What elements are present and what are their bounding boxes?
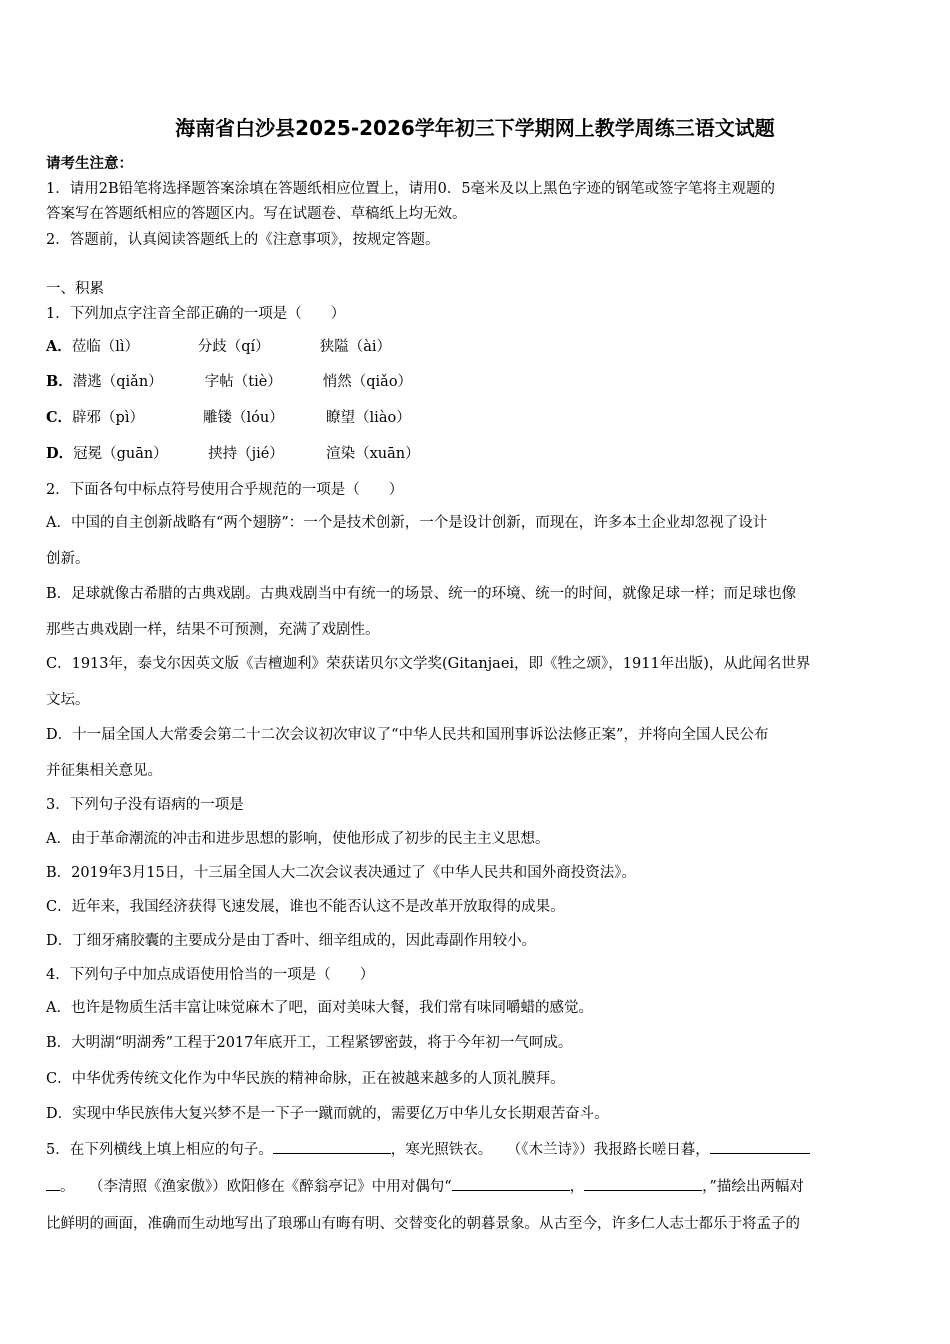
q3-option-b: B．2019年3月15日，十三届全国人大二次会议表决通过了《中华人民共和国外商投资法》。 — [46, 865, 636, 881]
q5-blank-1[interactable] — [273, 1139, 391, 1154]
q2-stem: 2．下面各句中标点符号使用合乎规范的一项是（ ） — [46, 482, 404, 498]
q2-option-c-line-1: C．1913年，泰戈尔因英文版《吉檀迦利》荣获诺贝尔文学奖(Gitanjaei，即《牲之颂》，1911年出版)，从此闻名世界 — [46, 656, 811, 672]
q5-blank-4[interactable] — [584, 1176, 702, 1191]
q1-d-label: D． — [46, 445, 74, 462]
q5-line-2 — [46, 1175, 908, 1196]
q1-a-word-1: 莅临（lì） — [71, 339, 140, 355]
q2-option-a-line-2: 创新。 — [46, 551, 90, 567]
q1-b-word-3: 悄然（qiǎo） — [322, 374, 413, 390]
q1-c-word-2: 雕镂（lóu） — [203, 410, 284, 426]
q1-c-word-1: 辟邪（pì） — [72, 410, 144, 426]
q3-stem: 3．下列句子没有语病的一项是 — [46, 797, 244, 813]
q1-c-word-3: 瞭望（liào） — [326, 410, 411, 426]
q4-option-a: A．也许是物质生活丰富让味觉麻木了吧，面对美味大餐，我们常有味同嚼蜡的感觉。 — [46, 1000, 593, 1016]
q4-option-b: B．大明湖“明湖秀”工程于2017年底开工，工程紧锣密鼓，将于今年初一气呵成。 — [46, 1035, 573, 1051]
q2-option-a-line-1: A．中国的自主创新战略有“两个翅膀”：一个是技术创新，一个是设计创新，而现在，许多本土企业却忽视了设计 — [46, 515, 768, 531]
notice-line-3: 2．答题前，认真阅读答题纸上的《注意事项》，按规定答题。 — [46, 232, 440, 248]
q5-line-3: 比鲜明的画面，准确而生动地写出了琅琊山有晦有明、交替变化的朝暮景象。从古至今，许多仁人志士都乐于将孟子的 — [46, 1216, 800, 1232]
q3-option-c: C．近年来，我国经济获得飞速发展，谁也不能否认这不是改革开放取得的成果。 — [46, 899, 565, 915]
q5-line-1 — [46, 1138, 908, 1159]
q1-b-label: B． — [46, 373, 73, 390]
section-heading: 一、积累 — [46, 281, 104, 297]
q1-b-word-1: 潜逃（qiǎn） — [72, 374, 163, 390]
q5-text-3: ， — [569, 1179, 585, 1195]
q5-text-1: ，寒光照铁衣。 （《木兰诗》）我报路长嗟日暮， — [390, 1142, 710, 1158]
q4-option-c: C．中华优秀传统文化作为中华民族的精神命脉，正在被越来越多的人顶礼膜拜。 — [46, 1071, 565, 1087]
page-title: 海南省白沙县2025-2026学年初三下学期网上教学周练三语文试题 — [175, 116, 775, 140]
q2-option-b-line-2: 那些古典戏剧一样，结果不可预测，充满了戏剧性。 — [46, 622, 380, 638]
q1-option-d — [46, 442, 908, 463]
q1-d-word-1: 冠冕（guān） — [73, 446, 168, 462]
q5-text-4: ，”描绘出两幅对 — [702, 1179, 804, 1195]
q1-option-a — [46, 335, 908, 356]
q1-a-word-2: 分歧（qí） — [197, 339, 270, 355]
q5-blank-3[interactable] — [452, 1176, 570, 1191]
notice-line-1: 1．请用2B铅笔将选择题答案涂填在答题纸相应位置上，请用0．5毫米及以上黑色字迹的钢笔或签字笔将主观题的 — [46, 181, 776, 197]
q1-b-word-2: 字帖（tiè） — [204, 374, 282, 390]
q5-text-2: 。 （李清照《渔家傲》）欧阳修在《醉翁亭记》中用对偶句“ — [60, 1179, 452, 1195]
q1-a-label: A． — [46, 338, 72, 355]
notice-heading: 请考生注意： — [46, 155, 133, 172]
q3-option-a: A．由于革命潮流的冲击和进步思想的影响，使他形成了初步的民主主义思想。 — [46, 831, 550, 847]
q1-d-word-2: 挟持（jié） — [208, 446, 284, 462]
q1-option-c — [46, 406, 908, 427]
q2-option-d-line-1: D．十一届全国人大常委会第二十二次会议初次审议了“中华人民共和国刑事诉讼法修正案”，并将向全国人民公布 — [46, 727, 769, 743]
q5-stem: 5．在下列横线上填上相应的句子。 — [46, 1142, 273, 1158]
q1-d-word-3: 渲染（xuān） — [326, 446, 420, 462]
q5-blank-2[interactable] — [710, 1139, 810, 1154]
q1-stem: 1．下列加点字注音全部正确的一项是（ ） — [46, 306, 346, 322]
q1-c-label: C． — [46, 409, 73, 426]
notice-line-2: 答案写在答题纸相应的答题区内。写在试题卷、草稿纸上均无效。 — [46, 206, 467, 222]
q2-option-c-line-2: 文坛。 — [46, 692, 90, 708]
q1-a-word-3: 狭隘（ài） — [319, 339, 392, 355]
q4-option-d: D．实现中华民族伟大复兴梦不是一下子一蹴而就的，需要亿万中华儿女长期艰苦奋斗。 — [46, 1106, 609, 1122]
q3-option-d: D．丁细牙痛胶囊的主要成分是由丁香叶、细辛组成的，因此毒副作用较小。 — [46, 933, 537, 949]
q1-option-b — [46, 370, 908, 391]
q2-option-d-line-2: 并征集相关意见。 — [46, 763, 162, 779]
q4-stem: 4．下列句子中加点成语使用恰当的一项是（ ） — [46, 967, 375, 983]
q5-blank-2-cont[interactable] — [46, 1176, 60, 1191]
q2-option-b-line-1: B．足球就像古希腊的古典戏剧。古典戏剧当中有统一的场景、统一的环境、统一的时间，就像足球一样；而足球也像 — [46, 586, 797, 602]
